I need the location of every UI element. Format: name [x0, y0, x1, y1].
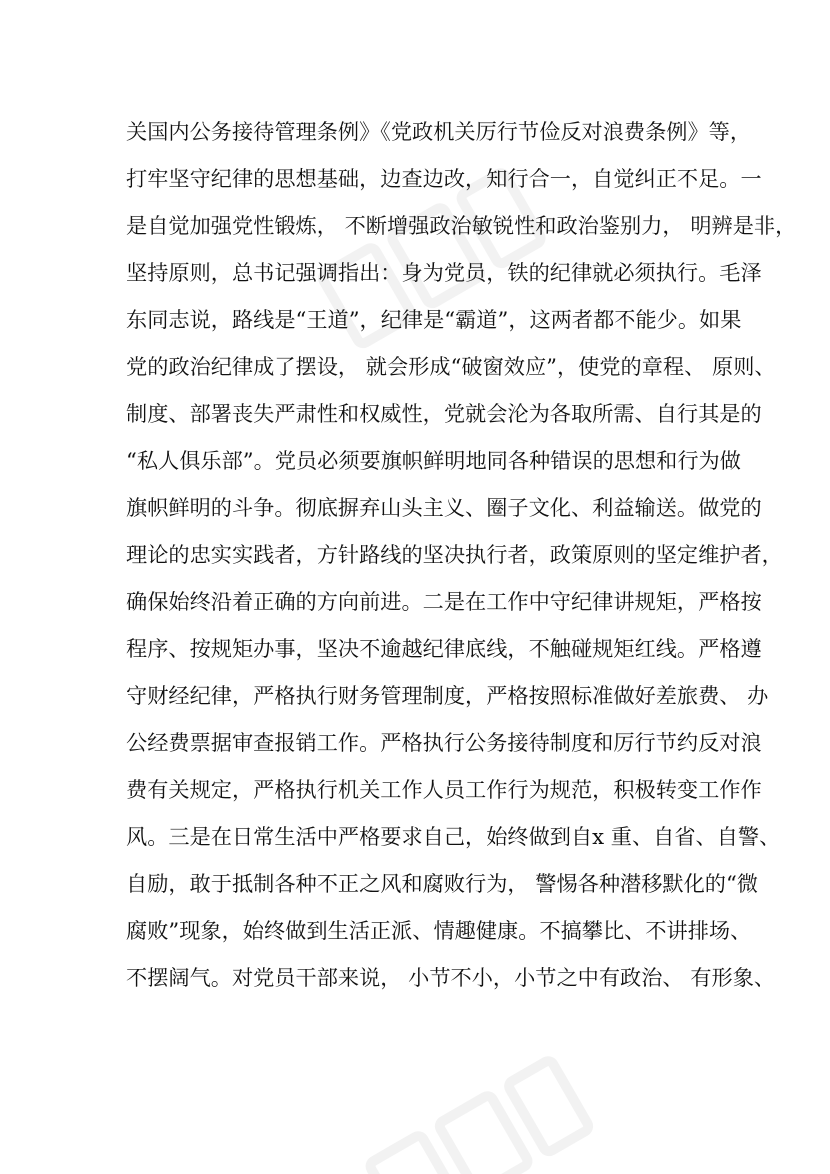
- text-line: 不摆阔气。对党员干部来说， 小节不小，小节之中有政治、 有形象、: [126, 965, 776, 990]
- text-line: 打牢坚守纪律的思想基础，边查边改，知行合一，自觉纠正不足。一: [126, 166, 762, 191]
- text-line: 党的政治纪律成了摆设， 就会形成“破窗效应”，使党的章程、 原则、: [126, 354, 776, 379]
- text-line: “私人俱乐部”。党员必须要旗帜鲜明地同各种错误的思想和行为做: [126, 448, 741, 473]
- text-line: 东同志说，路线是“王道”，纪律是“霸道”，这两者都不能少。如果: [126, 307, 742, 332]
- text-line: 腐败”现象，始终做到生活正派、情趣健康。不搞攀比、不讲排场、: [126, 918, 752, 943]
- text-line: 风。三是在日常生活中严格要求自己，始终做到自x 重、自省、自警、: [126, 824, 781, 849]
- text-line: 费有关规定，严格执行机关工作人员工作行为规范，积极转变工作作: [126, 777, 762, 802]
- text-line: 理论的忠实实践者，方针路线的坚决执行者，政策原则的坚定维护者，: [126, 542, 783, 567]
- text-line: 守财经纪律，严格执行财务管理制度，严格按照标准做好差旅费、 办: [126, 683, 769, 708]
- text-line: 坚持原则，总书记强调指出：身为党员，铁的纪律就必须执行。毛泽: [126, 260, 762, 285]
- text-line: 确保始终沿着正确的方向前进。二是在工作中守纪律讲规矩，严格按: [126, 589, 762, 614]
- text-line: 制度、部署丧失严肃性和权威性，党就会沦为各取所需、自行其是的: [126, 401, 762, 426]
- bottom-watermark: [340, 1080, 600, 1174]
- text-line: 自励，敢于抵制各种不正之风和腐败行为， 警惕各种潜移默化的“微: [126, 871, 759, 896]
- text-line: 旗帜鲜明的斗争。彻底摒弃山头主义、圈子文化、利益输送。做党的: [126, 495, 762, 520]
- text-line: 公经费票据审查报销工作。严格执行公务接待制度和厉行节约反对浪: [126, 730, 762, 755]
- text-line: 是自觉加强党性锻炼， 不断增强政治敏锐性和政治鉴别力， 明辨是非，: [126, 213, 797, 238]
- text-line: 关国内公务接待管理条例》《党政机关厉行节俭反对浪费条例》等，: [126, 119, 752, 144]
- text-line: 程序、按规矩办事，坚决不逾越纪律底线，不触碰规矩红线。严格遵: [126, 636, 762, 661]
